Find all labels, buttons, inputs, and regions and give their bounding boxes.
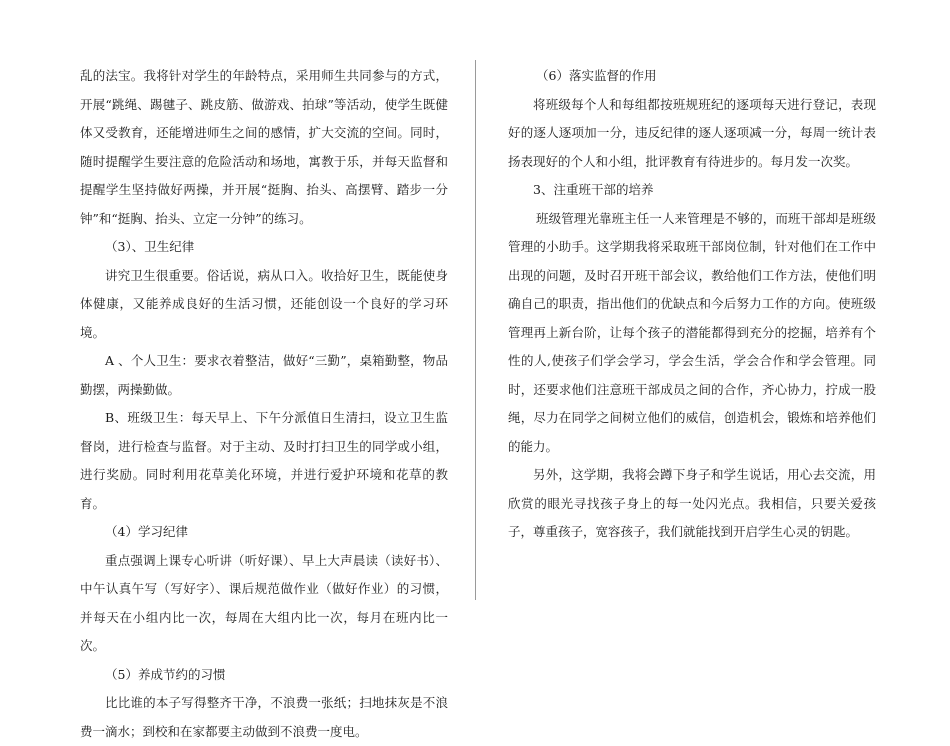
heading-class-cadre: 3、注重班干部的培养 xyxy=(533,182,654,197)
left-column xyxy=(80,62,448,746)
paragraph-supervision: 将班级每个人和每组都按班规班纪的逐项每天进行登记，表现好的逐人逐项加一分，违反纪律的逐人逐项减一分，每周一统计表扬表现好的个人和小组，批评教育有待进步的。每月发一次奖。 xyxy=(508,96,876,169)
heading-hygiene-discipline: （3）、卫生纪律 xyxy=(105,239,195,254)
paragraph-class-cadre: 班级管理光靠班主任一人来管理是不够的，而班干部却是班级管理的小助手。这学期我将采取班干部岗位制，针对他们在工作中出现的问题，及时召开班干部会议，教给他们工作方法，使他们明确自己的职责，指出他们的优缺点和今后努力工作的方向。使班级管理再上新台阶，让每个孩子的潜能都得到充分的挖掘，培养有个性的人,使孩子们学会学习，学会生活，学会合作和学会管理。同时，还要求他们注意班干部成员之间的合作，齐心协力，拧成一股绳，尽力在同学之间树立他们的威信，创造机会，锻炼和培养他们的能力。 xyxy=(508,210,876,454)
paragraph-closing: 另外，这学期，我将会蹲下身子和学生说话，用心去交流，用欣赏的眼光寻找孩子身上的每一处闪光点。我相信，只要关爱孩子，尊重孩子，宽容孩子，我们就能找到开启学生心灵的钥匙。 xyxy=(508,467,876,539)
paragraph-thrift: 比比谁的本子写得整齐干净，不浪费一张纸；扫地抹灰是不浪费一滴水；到校和在家都要主动做到不浪费一度电。 xyxy=(80,695,448,739)
paragraph-personal-hygiene: A 、个人卫生：要求衣着整洁，做好“三勤”，桌箱勤整，物品勤摆，两操勤做。 xyxy=(80,353,448,397)
paragraph-sports-activities: 乱的法宝。我将针对学生的年龄特点，采用师生共同参与的方式，开展“跳绳、踢毽子、跳皮筋、做游戏、拍球”等活动，使学生既健体又受教育，还能增进师生之间的感情，扩大交流的空间。同时，随时提醒学生要注意的危险活动和场地，寓教于乐，并每天监督和提醒学生坚持做好两操，并开展“挺胸、抬头、高摆臂、踏步一分钟”和“挺胸、抬头、立定一分钟”的练习。 xyxy=(80,68,448,226)
right-column xyxy=(508,62,876,547)
paragraph-hygiene-intro: 讲究卫生很重要。俗话说，病从口入。收拾好卫生，既能使身体健康，又能养成良好的生活习惯，还能创设一个良好的学习环境。 xyxy=(80,267,448,340)
heading-supervision: （6）落实监督的作用 xyxy=(536,68,657,83)
heading-study-discipline: （4）学习纪律 xyxy=(105,524,188,539)
heading-thrift-habits: （5）养成节约的习惯 xyxy=(105,666,226,682)
column-divider xyxy=(475,60,476,600)
paragraph-study-habits: 重点强调上课专心听讲（听好课）、早上大声晨读（读好书）、中午认真午写（写好字）、课后规范做作业（做好作业）的习惯，并每天在小组内比一次，每周在大组内比一次，每月在班内比一次。 xyxy=(80,552,448,653)
paragraph-class-hygiene: B、班级卫生：每天早上、下午分派值日生清扫，设立卫生监督岗，进行检查与监督。对于主动、及时打扫卫生的同学或小组，进行奖励。同时利用花草美化环境，并进行爱护环境和花草的教育。 xyxy=(80,410,448,511)
